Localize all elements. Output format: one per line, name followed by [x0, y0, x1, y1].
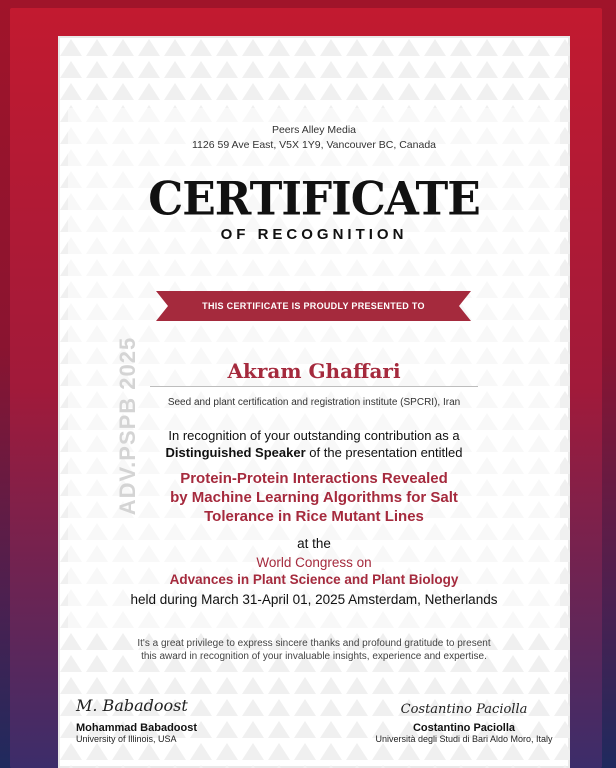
certificate-subtitle: OF RECOGNITION	[220, 226, 408, 243]
presentation-title	[58, 469, 570, 526]
presentation-title-line2: by Machine Learning Algorithms for Salt	[170, 489, 458, 506]
signature-right-name: Costantino Paciolla	[412, 722, 516, 734]
publisher-block	[58, 123, 570, 153]
signature-right	[358, 702, 570, 744]
recipient-institution: Seed and plant certification and registration institute (SPCRI), Iran	[167, 397, 461, 408]
recognition-line2	[58, 444, 570, 461]
signature-left-name: Mohammad Babadoost	[76, 722, 198, 734]
certificate-paper	[58, 36, 570, 768]
publisher-address: 1126 59 Ave East, V5X 1Y9, Vancouver BC, Canada	[192, 139, 436, 151]
congress-name	[58, 554, 570, 588]
recipient-divider	[150, 386, 478, 387]
publisher-name: Peers Alley Media	[271, 124, 357, 136]
certificate-title: CERTIFICATE	[148, 172, 480, 227]
at-the-text: at the	[297, 536, 331, 551]
thanks-text	[58, 637, 570, 663]
recognition-text	[58, 427, 570, 461]
signature-right-affiliation: Università degli Studi di Bari Aldo Moro, Italy	[375, 734, 553, 744]
thanks-line1: It's a great privilege to express sincere thanks and profound gratitude to present	[137, 638, 491, 649]
recognition-line2-rest: of the presentation entitled	[305, 445, 463, 460]
presentation-title-line1: Protein-Protein Interactions Revealed	[180, 470, 448, 487]
speaker-role: Distinguished Speaker	[165, 445, 306, 460]
congress-line1: World Congress on	[256, 555, 372, 570]
ribbon-text: THIS CERTIFICATE IS PROUDLY PRESENTED TO	[202, 301, 425, 311]
recipient-name: Akram Ghaffari	[227, 359, 401, 383]
signature-left-affiliation: University of Illinois, USA	[76, 734, 177, 744]
congress-line2: Advances in Plant Science and Plant Biology	[169, 572, 459, 587]
thanks-line2: this award in recognition of your invaluable insights, experience and expertise.	[141, 651, 487, 662]
presentation-title-line3: Tolerance in Rice Mutant Lines	[204, 508, 424, 525]
presented-ribbon	[156, 291, 471, 321]
vertical-event-mark: ADV.PSPB 2025	[115, 336, 140, 516]
recognition-line1: In recognition of your outstanding contribution as a	[168, 428, 460, 443]
signature-right-script: Costantino Paciolla	[400, 702, 528, 717]
event-date-location: held during March 31-April 01, 2025 Amsterdam, Netherlands	[130, 592, 498, 607]
signature-left-script: M. Babadoost	[76, 696, 188, 715]
signature-left	[76, 696, 246, 744]
